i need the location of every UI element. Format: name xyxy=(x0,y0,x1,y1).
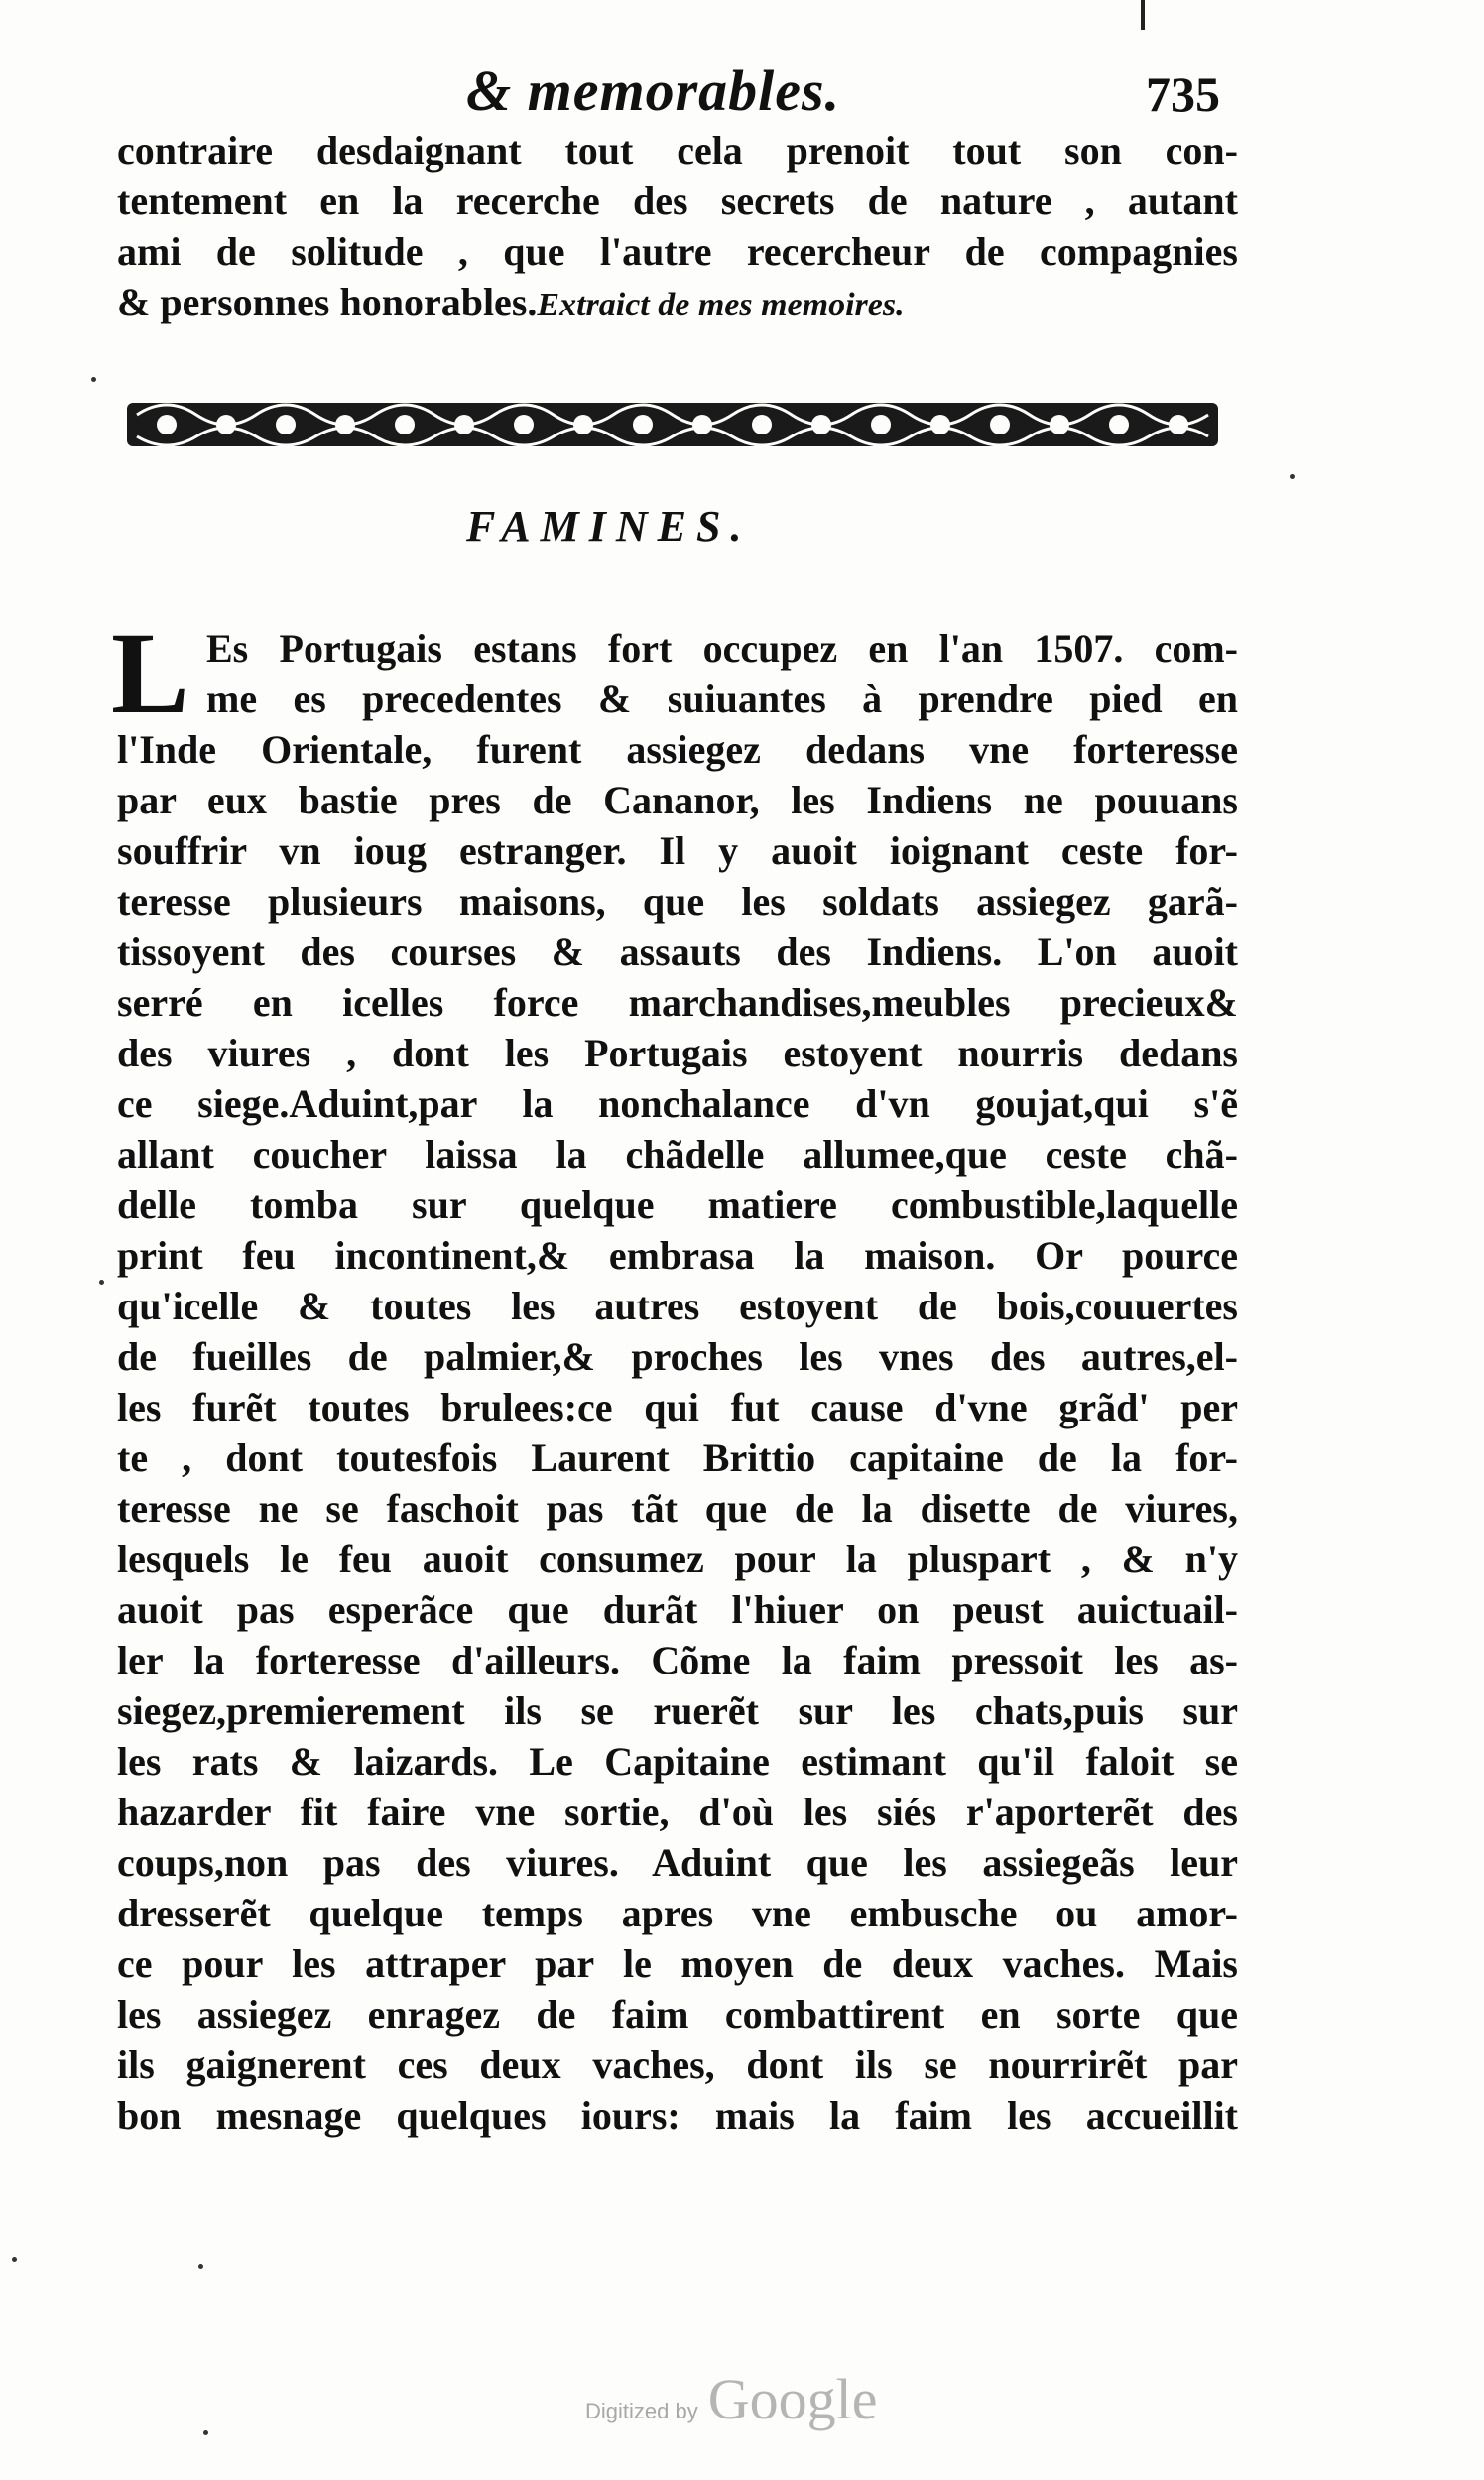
text-line: teresse plusieurs maisons, que les soldats assiegez garã- xyxy=(117,879,1238,924)
text-line: par eux bastie pres de Cananor, les Indiens ne pouuans xyxy=(117,778,1238,822)
text-line: ami de solitude , que l'autre recercheur de compagnies xyxy=(117,229,1238,274)
text-line: Es Portugais estans fort occupez en l'an 1507. com- xyxy=(206,626,1238,671)
text-line: les rats & laizards. Le Capitaine estimant qu'il faloit se xyxy=(117,1739,1238,1784)
text-line: les furẽt toutes brulees:ce qui fut cause d'vne grãd' per xyxy=(117,1385,1238,1429)
text-line: les assiegez enragez de faim combattirent en sorte que xyxy=(117,1992,1238,2037)
text-line: tentement en la recerche des secrets de nature , autant xyxy=(117,179,1238,223)
text-line: serré en icelles force marchandises,meubles precieux& xyxy=(117,980,1238,1025)
running-head: & memorables. xyxy=(466,59,841,123)
ornamental-border xyxy=(127,395,1218,454)
text-line: te , dont toutesfois Laurent Brittio capitaine de la for- xyxy=(117,1435,1238,1480)
text-line: des viures , dont les Portugais estoyent nourris dedans xyxy=(117,1031,1238,1075)
scan-speck xyxy=(12,2257,17,2262)
text-line: print feu incontinent,& embrasa la maison. Or pource xyxy=(117,1233,1238,1278)
text-line: de fueilles de palmier,& proches les vnes des autres,el- xyxy=(117,1334,1238,1379)
drop-cap: L xyxy=(111,608,189,738)
text-line: souffrir vn ioug estranger. Il y auoit ioignant ceste for- xyxy=(117,828,1238,873)
text-line: dresserẽt quelque temps apres vne embusche ou amor- xyxy=(117,1891,1238,1935)
text-line: qu'icelle & toutes les autres estoyent de bois,couuertes xyxy=(117,1284,1238,1328)
text-line: teresse ne se faschoit pas tãt que de la disette de viures, xyxy=(117,1486,1238,1531)
page-number: 735 xyxy=(1146,66,1220,122)
section-title: FAMINES. xyxy=(466,502,752,551)
text-line: coups,non pas des viures. Aduint que les assiegeãs leur xyxy=(117,1840,1238,1885)
text-line: auoit pas esperãce que durãt l'hiuer on peust auictuail- xyxy=(117,1587,1238,1632)
scan-speck xyxy=(1290,474,1295,479)
scan-mark xyxy=(1141,0,1145,30)
text-line: ce pour les attraper par le moyen de deux vaches. Mais xyxy=(117,1941,1238,1986)
text-line: ils gaignerent ces deux vaches, dont ils se nourrirẽt par xyxy=(117,2043,1238,2087)
text-line: l'Inde Orientale, furent assiegez dedans vne forteresse xyxy=(117,727,1238,772)
digitized-watermark xyxy=(585,2366,877,2432)
text-line: hazarder fit faire vne sortie, d'où les siés r'aporterẽt des xyxy=(117,1790,1238,1834)
scan-speck xyxy=(203,2430,208,2435)
text-line: ler la forteresse d'ailleurs. Cõme la faim pressoit les as- xyxy=(117,1638,1238,1682)
scan-speck xyxy=(198,2264,203,2269)
text-line: me es precedentes & suiuantes à prendre pied en xyxy=(206,677,1238,721)
text-line: contraire desdaignant tout cela prenoit tout son con- xyxy=(117,128,1238,173)
text-line: siegez,premierement ils se ruerẽt sur les chats,puis sur xyxy=(117,1688,1238,1733)
text-line: allant coucher laissa la chãdelle allumee,que ceste chã- xyxy=(117,1132,1238,1177)
text-line: bon mesnage quelques iours: mais la faim les accueillit xyxy=(117,2093,1238,2138)
source-reference: Extraict de mes memoires. xyxy=(537,287,905,323)
text-line-last xyxy=(117,277,1238,330)
body-paragraph xyxy=(117,623,1238,2141)
intro-last-text: & personnes honorables. xyxy=(117,280,538,324)
text-line: ce siege.Aduint,par la nonchalance d'vn goujat,qui s'ẽ xyxy=(117,1081,1238,1126)
intro-paragraph xyxy=(117,125,1238,330)
scan-speck xyxy=(99,1280,104,1285)
google-logo: Google xyxy=(707,2367,878,2431)
digitized-label: Digitized by xyxy=(585,2399,698,2423)
text-line: lesquels le feu auoit consumez pour la pluspart , & n'y xyxy=(117,1537,1238,1581)
text-line: delle tomba sur quelque matiere combustible,laquelle xyxy=(117,1182,1238,1227)
text-line: tissoyent des courses & assauts des Indiens. L'on auoit xyxy=(117,930,1238,974)
scan-speck xyxy=(91,377,96,382)
